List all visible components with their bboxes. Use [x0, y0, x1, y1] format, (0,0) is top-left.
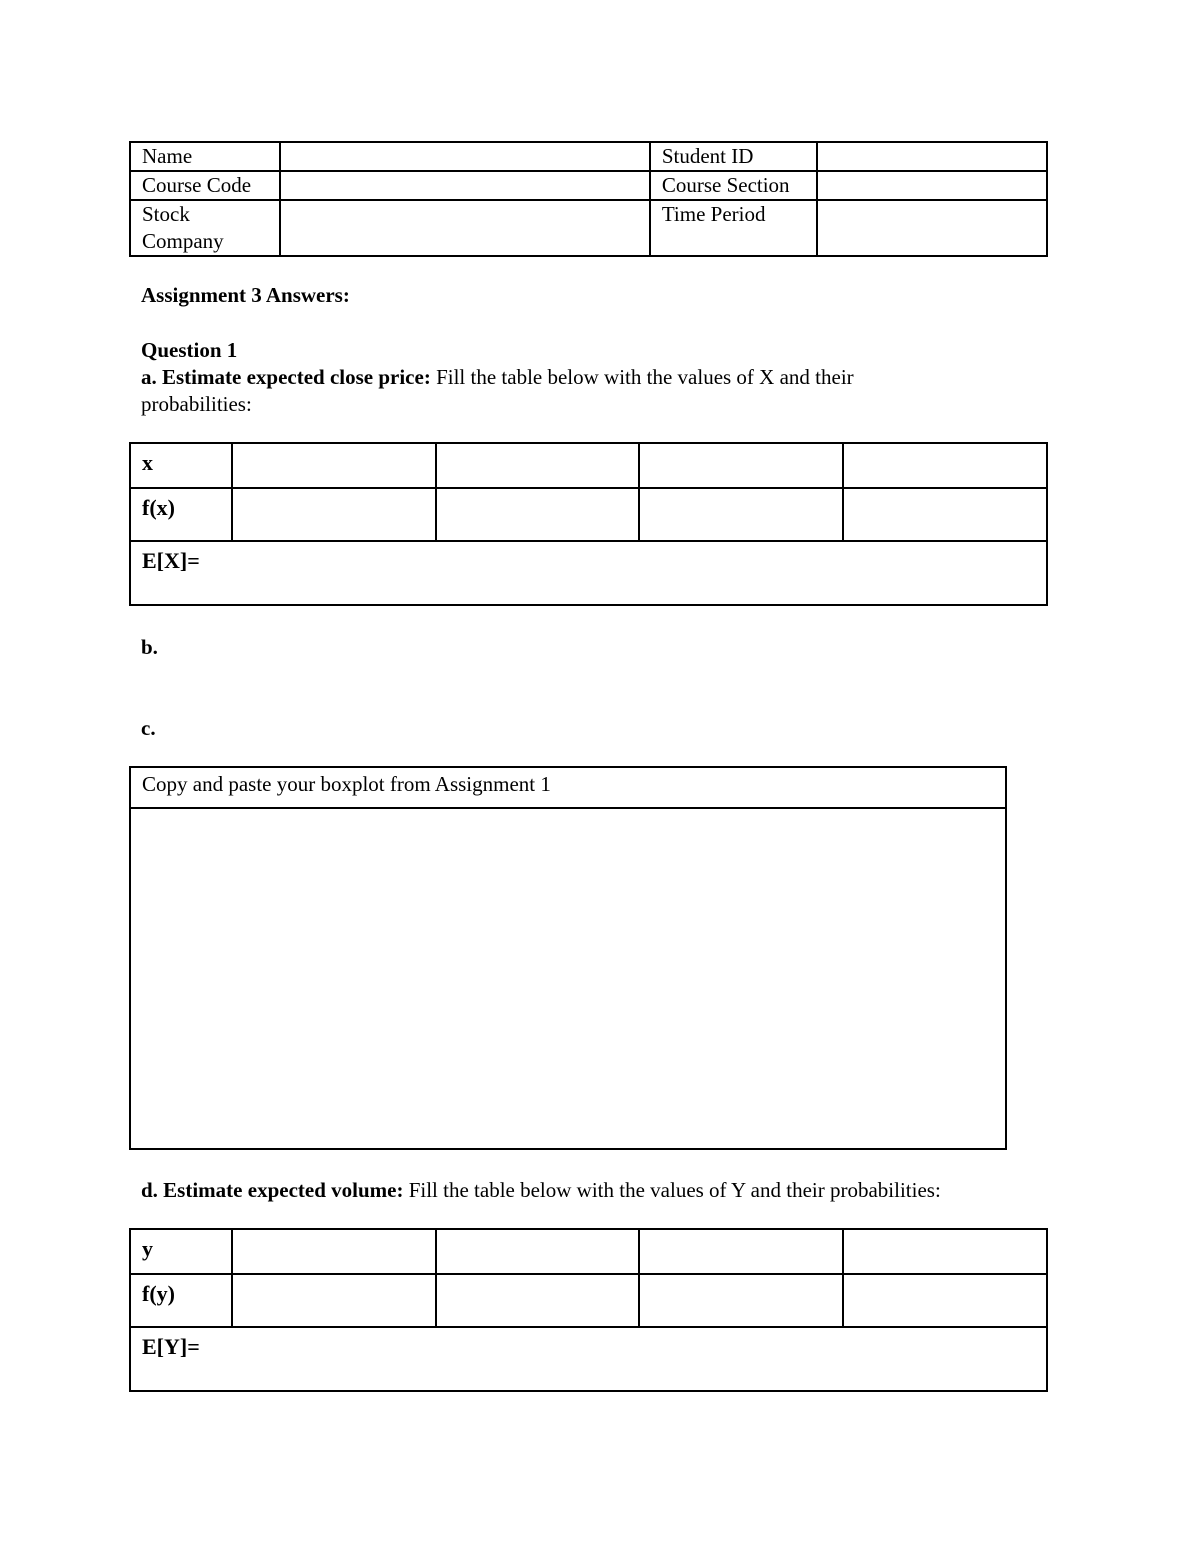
x-value-cell[interactable] [436, 443, 639, 488]
expected-x-label: E[X]= [142, 548, 200, 573]
assignment-heading: Assignment 3 Answers: [141, 283, 350, 307]
fy-value-cell[interactable] [232, 1274, 437, 1327]
question-1a-instruction-1: Fill the table below with the values of X and their [430, 365, 854, 389]
student-id-field[interactable] [817, 142, 1047, 171]
question-1-title: Question 1 [141, 338, 238, 362]
y-distribution-table [129, 1228, 1048, 1392]
question-1d-text [141, 1177, 941, 1204]
expected-y-cell[interactable] [130, 1327, 1047, 1391]
fx-value-cell[interactable] [232, 488, 437, 541]
fx-value-cell[interactable] [436, 488, 639, 541]
name-label: Name [130, 142, 280, 171]
expected-x-cell[interactable] [130, 541, 1047, 605]
y-value-cell[interactable] [639, 1229, 844, 1274]
stock-company-label [130, 200, 280, 256]
boxplot-table [129, 766, 1007, 1150]
question-1b-label: b. [141, 635, 158, 659]
course-section-label: Course Section [650, 171, 817, 200]
x-value-cell[interactable] [639, 443, 844, 488]
fx-value-cell[interactable] [639, 488, 844, 541]
question-1a-text [141, 364, 1021, 418]
fy-value-cell[interactable] [843, 1274, 1047, 1327]
fx-row-label: f(x) [130, 488, 232, 541]
boxplot-instruction: Copy and paste your boxplot from Assignment 1 [130, 767, 1006, 808]
fy-value-cell[interactable] [639, 1274, 844, 1327]
company-label: Company [142, 229, 224, 253]
name-field[interactable] [280, 142, 650, 171]
expected-y-label: E[Y]= [142, 1334, 200, 1359]
question-1d-bold: d. Estimate expected volume: [141, 1178, 404, 1202]
x-value-cell[interactable] [843, 443, 1047, 488]
question-1d-instruction: Fill the table below with the values of Y and their probabilities: [403, 1178, 941, 1202]
fy-value-cell[interactable] [436, 1274, 639, 1327]
stock-company-field[interactable] [280, 200, 650, 256]
question-1a-instruction-2: probabilities: [141, 392, 252, 416]
x-distribution-table [129, 442, 1048, 606]
x-value-cell[interactable] [232, 443, 437, 488]
time-period-label: Time Period [650, 200, 817, 256]
student-info-table [129, 141, 1048, 257]
boxplot-paste-area[interactable] [130, 808, 1006, 1149]
course-section-field[interactable] [817, 171, 1047, 200]
y-row-label: y [130, 1229, 232, 1274]
stock-label: Stock [142, 202, 190, 226]
y-value-cell[interactable] [436, 1229, 639, 1274]
y-value-cell[interactable] [232, 1229, 437, 1274]
question-1c-label: c. [141, 716, 156, 740]
time-period-field[interactable] [817, 200, 1047, 256]
fy-row-label: f(y) [130, 1274, 232, 1327]
x-row-label: x [130, 443, 232, 488]
course-code-label: Course Code [130, 171, 280, 200]
y-value-cell[interactable] [843, 1229, 1047, 1274]
question-1a-bold: a. Estimate expected close price: [141, 365, 431, 389]
course-code-field[interactable] [280, 171, 650, 200]
student-id-label: Student ID [650, 142, 817, 171]
fx-value-cell[interactable] [843, 488, 1047, 541]
